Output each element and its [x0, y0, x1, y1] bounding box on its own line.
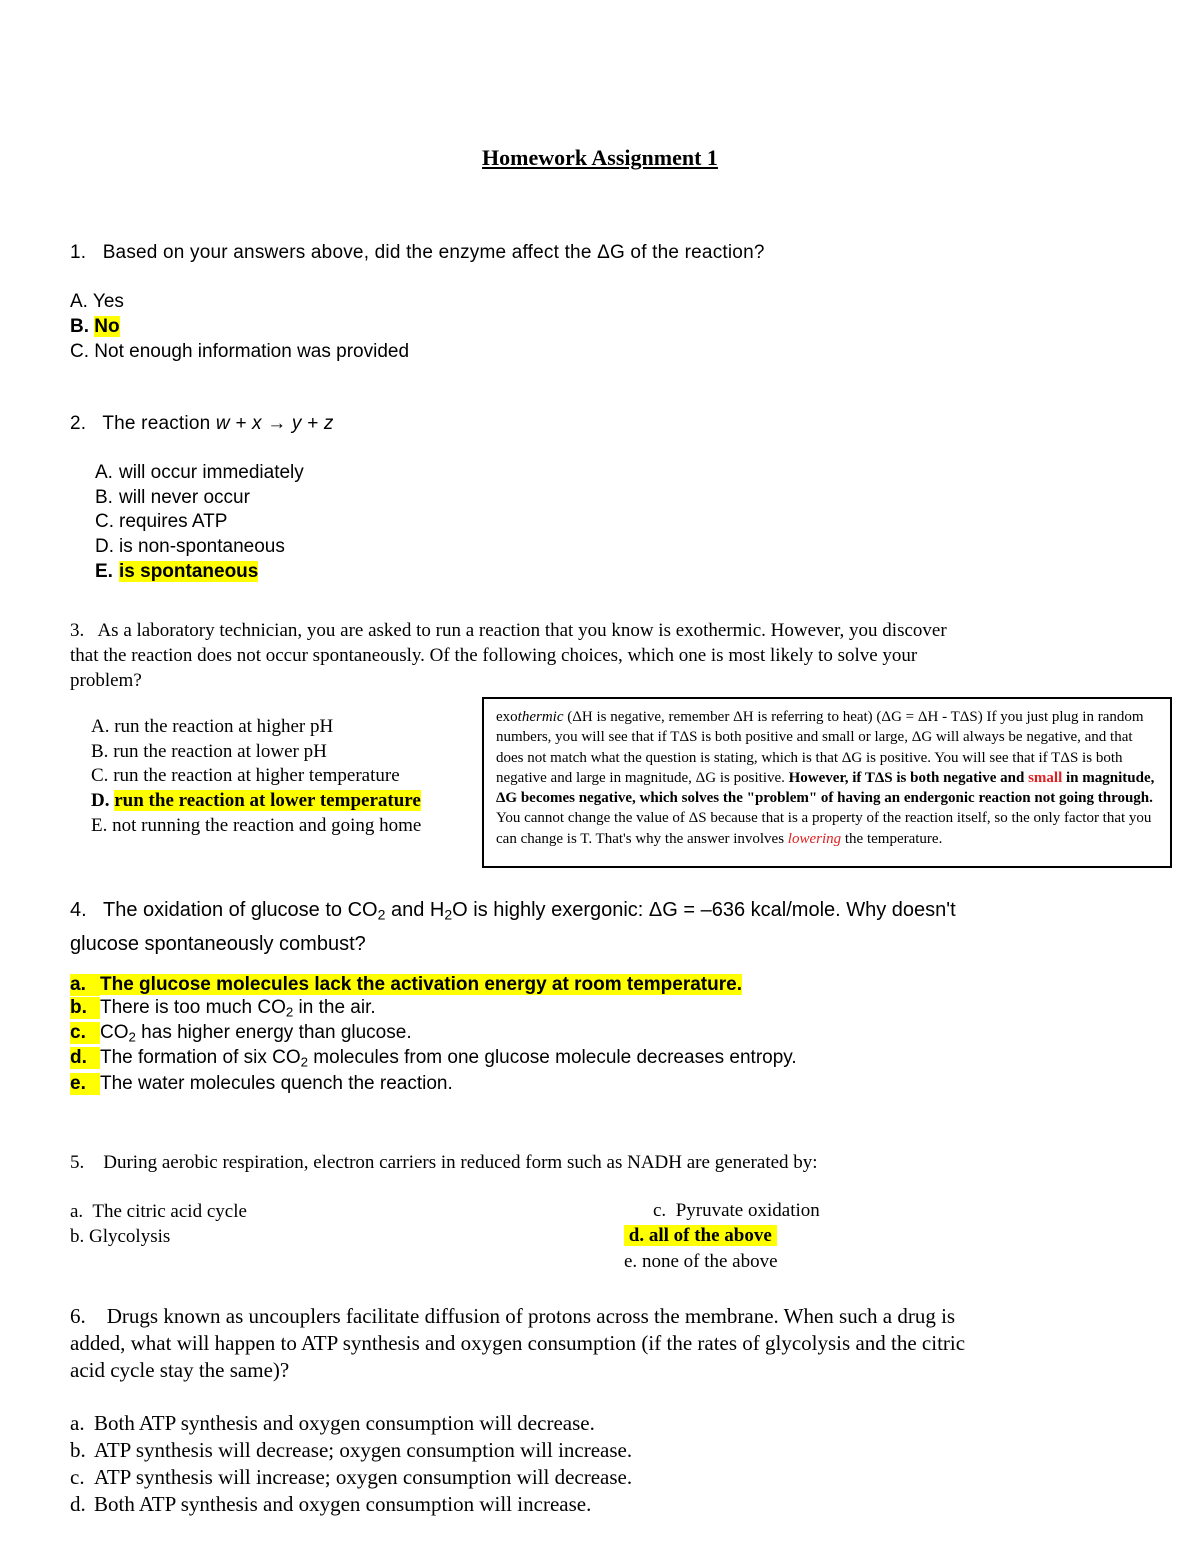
question-5-number: 5. — [70, 1152, 85, 1173]
question-6 — [70, 1303, 965, 1384]
q6-option-a: a. Both ATP synthesis and oxygen consumption will decrease. — [70, 1411, 595, 1435]
question-4-line-2: glucose spontaneously combust? — [70, 932, 366, 955]
q5-option-c: c. Pyruvate oxidation — [653, 1200, 820, 1221]
q1-option-b: B. No — [70, 316, 120, 337]
q4-option-e: e. The water molecules quench the reaction. — [70, 1073, 453, 1094]
question-5 — [70, 1152, 818, 1174]
q3-option-a: A. run the reaction at higher pH — [91, 716, 334, 737]
note-red-small: small — [1028, 769, 1063, 786]
question-4: 4. The oxidation of glucose to $CO_2$ and $H_2O$ is highly exergonic: ΔG = –636 kcal/mole. Why doesn't glucose spontaneously combust? — [70, 896, 956, 959]
q1-option-a: A. Yes — [70, 291, 124, 312]
q3-option-e: E. not running the reaction and going home — [91, 815, 422, 836]
question-6-line-2: added, what will happen to ATP synthesis and oxygen consumption (if the rates of glycolysis and the citric — [70, 1331, 966, 1355]
q6-option-c: c. ATP synthesis will increase; oxygen consumption will decrease. — [70, 1465, 633, 1489]
q4-option-b: b. There is too much $CO_2$ in the air. — [70, 997, 376, 1020]
q1-option-b-text: No — [94, 316, 120, 337]
question-2 — [70, 413, 334, 435]
q2-option-c: C. requires ATP — [95, 511, 228, 532]
page-title: Homework Assignment 1 — [482, 145, 718, 170]
q5-option-e: e. none of the above — [624, 1251, 778, 1272]
q3-option-d-text: run the reaction at lower temperature — [114, 790, 421, 811]
question-2-number: 2. — [70, 413, 87, 434]
q4-option-a: a. The glucose molecules lack the activation energy at room temperature. — [70, 974, 742, 995]
q2-option-e: E. is spontaneous — [95, 561, 259, 582]
explanation-note-box: exothermic (ΔH is negative, remember ΔH is referring to heat) (ΔG = ΔH - TΔS) If you just plug in random numbers, you will see that if TΔS is both positive and small or large, ΔG will always be negative, and that does not match what the question is stating, which is that ΔG is positive. You will see that if TΔS is both negative and large in magnitude, ΔG is positive. However, if TΔS is both negative and small in magnitude, ΔG becomes negative, which solves the "problem" of having an endergonic reaction not going through. You cannot change the value of ΔS because that is a property of the reaction itself, so the only factor that you can change is T. That's why the answer involves lowering the temperature. — [482, 697, 1172, 868]
q2-option-a: A. will occur immediately — [95, 462, 304, 483]
question-1-text: Based on your answers above, did the enzyme affect the ΔG of the reaction? — [102, 242, 765, 263]
q2-option-b: B. will never occur — [95, 487, 250, 508]
q4-option-d: d. The formation of six $CO_2$ molecules from one glucose molecule decreases entropy. — [70, 1047, 797, 1070]
q5-option-d: d. all of the above — [624, 1225, 777, 1247]
question-2-reaction: w + x → y + z — [215, 413, 334, 434]
question-6-line-1: Drugs known as uncouplers facilitate diffusion of protons across the membrane. When such a drug is — [106, 1304, 956, 1328]
q4-option-a-text: The glucose molecules lack the activation energy at room temperature. — [100, 974, 742, 995]
q5-option-a: a. The citric acid cycle — [70, 1201, 247, 1222]
q6-option-d: d. Both ATP synthesis and oxygen consumption will increase. — [70, 1492, 592, 1516]
q3-option-d: D. run the reaction at lower temperature — [91, 790, 421, 811]
q6-option-b: b. ATP synthesis will decrease; oxygen consumption will increase. — [70, 1438, 633, 1462]
question-3-number: 3. — [70, 620, 85, 641]
question-6-line-3: acid cycle stay the same)? — [70, 1358, 290, 1382]
q1-option-c-text: Not enough information was provided — [94, 341, 410, 362]
question-5-text: During aerobic respiration, electron carriers in reduced form such as NADH are generated by: — [103, 1152, 818, 1173]
question-3-line-1: As a laboratory technician, you are asked to run a reaction that you know is exothermic. However, you discover — [97, 620, 947, 641]
question-3-line-2: that the reaction does not occur spontaneously. Of the following choices, which one is most likely to solve your — [70, 645, 918, 666]
question-3 — [70, 618, 947, 693]
q3-option-b: B. run the reaction at lower pH — [91, 741, 327, 762]
q2-option-e-text: is spontaneous — [119, 561, 259, 582]
question-1-number: 1. — [70, 242, 87, 263]
q4-option-c: c. $CO_2$ has higher energy than glucose. — [70, 1022, 412, 1045]
question-4-number: 4. — [70, 899, 87, 921]
question-1 — [70, 242, 765, 264]
q1-option-a-text: Yes — [92, 291, 124, 312]
q3-option-c: C. run the reaction at higher temperature — [91, 765, 400, 786]
q5-option-d-text: all of the above — [648, 1225, 772, 1246]
question-6-number: 6. — [70, 1304, 86, 1328]
q2-option-d: D. is non-spontaneous — [95, 536, 285, 557]
q5-option-b: b. Glycolysis — [70, 1226, 171, 1247]
note-red-lowering: lowering — [787, 830, 842, 847]
question-2-text: The reaction — [102, 413, 216, 434]
q1-option-c: C. Not enough information was provided — [70, 341, 410, 362]
question-3-line-3: problem? — [70, 670, 142, 691]
